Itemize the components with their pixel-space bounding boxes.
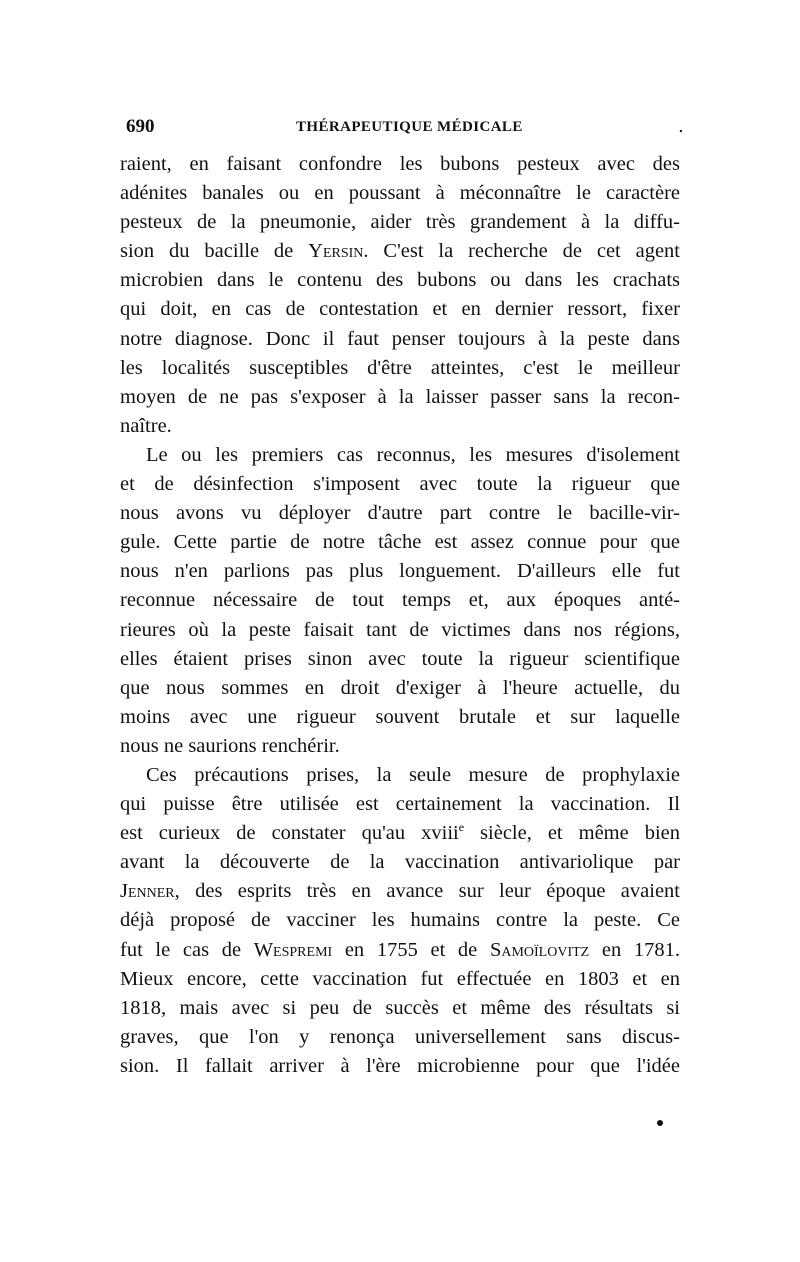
text-run: sion. Il fallait arriver à l'ère microbienne pour que l'idée [120,1054,680,1077]
text-line [120,208,680,237]
text-run: avant la découverte de la vaccination antivariolique par [120,851,680,874]
text-line [120,150,680,179]
text-line [120,703,680,732]
text-run: nous avons vu déployer d'autre part contre le bacille-vir- [120,502,680,525]
text-line [120,528,680,557]
text-line [120,761,680,790]
text-run: fut le cas de [120,938,254,961]
text-line [120,906,680,935]
text-run: nous ne saurions renchérir. [120,734,340,757]
text-line [120,732,680,761]
ink-dot [657,1120,663,1126]
text-run: adénites banales ou en poussant à méconnaître le caractère [120,182,680,205]
text-run: moins avec une rigueur souvent brutale et sur laquelle [120,705,680,728]
text-run: 1818, mais avec si peu de succès et même des résultats si [120,996,680,1019]
text-run: est curieux de constater qu'au xviii [120,822,459,845]
paragraph [120,150,680,441]
text-run: qui doit, en cas de contestation et en dernier ressort, fixer [120,298,680,321]
text-line [120,179,680,208]
text-run: que nous sommes en droit d'exiger à l'heure actuelle, du [120,676,680,699]
author-name: Jenner [120,880,175,903]
text-line [120,936,680,965]
text-run: Ces précautions prises, la seule mesure de prophylaxie [146,763,680,786]
text-line [120,441,680,470]
text-line [120,325,680,354]
text-line [120,790,680,819]
text-line [120,383,680,412]
text-line [120,354,680,383]
text-run: notre diagnose. Donc il faut penser toujours à la peste dans [120,327,680,350]
paragraph [120,761,680,1081]
author-name: Wespremi [253,938,333,961]
paragraph [120,441,680,761]
text-run: siècle, et même bien [464,822,681,845]
text-run: microbien dans le contenu des bubons ou dans les crachats [120,269,680,292]
text-run: gule. Cette partie de notre tâche est assez connue pour que [120,531,680,554]
author-name: Samoïlovitz [489,938,590,961]
text-line [120,994,680,1023]
text-line [120,499,680,528]
text-line [120,586,680,615]
superscript: e [458,820,465,835]
text-line [120,266,680,295]
header-dot: . [678,116,684,137]
text-line [120,237,680,266]
text-run: naître. [120,414,172,437]
text-run: rieures où la peste faisait tant de victimes dans nos régions, [120,618,680,641]
text-run: graves, que l'on y renonça universellement sans discus- [120,1025,680,1048]
text-line [120,674,680,703]
text-line [120,412,680,441]
text-run: nous n'en parlions pas plus longuement. D'ailleurs elle fut [120,560,680,583]
text-line [120,616,680,645]
text-run: qui puisse être utilisée est certainement la vaccination. Il [120,793,680,816]
text-run: et de désinfection s'imposent avec toute la rigueur que [120,473,680,496]
text-run: pesteux de la pneumonie, aider très grandement à la diffu- [120,211,680,234]
text-line [120,295,680,324]
text-run: . C'est la recherche de cet agent [363,240,681,263]
text-run: moyen de ne pas s'exposer à la laisser passer sans la recon- [120,385,680,408]
running-title: THÉRAPEUTIQUE MÉDICALE [296,119,523,135]
text-line [120,1023,680,1052]
text-run: sion du bacille de [120,240,309,263]
text-run: déjà proposé de vacciner les humains contre la peste. Ce [120,909,680,932]
text-run: Le ou les premiers cas reconnus, les mesures d'isolement [146,443,680,466]
text-line [120,645,680,674]
text-line [120,470,680,499]
text-line [120,965,680,994]
body-text [120,150,680,1081]
text-run: , des esprits très en avance sur leur époque avaient [174,880,680,903]
text-run: elles étaient prises sinon avec toute la rigueur scientifique [120,647,680,670]
text-run: les localités susceptibles d'être atteintes, c'est le meilleur [120,356,680,379]
text-run: raient, en faisant confondre les bubons pesteux avec des [120,153,680,175]
author-name: Yersin [308,240,364,263]
page-number: 690 [126,116,155,137]
text-line [120,1052,680,1081]
text-run: Mieux encore, cette vaccination fut effectuée en 1803 et en [120,967,680,990]
text-line [120,877,680,906]
text-line [120,819,680,848]
running-header [126,116,686,140]
text-line [120,557,680,586]
text-line [120,848,680,877]
text-run: en 1781. [589,938,680,961]
text-run: reconnue nécessaire de tout temps et, aux époques anté- [120,589,680,612]
text-run: en 1755 et de [332,938,490,961]
